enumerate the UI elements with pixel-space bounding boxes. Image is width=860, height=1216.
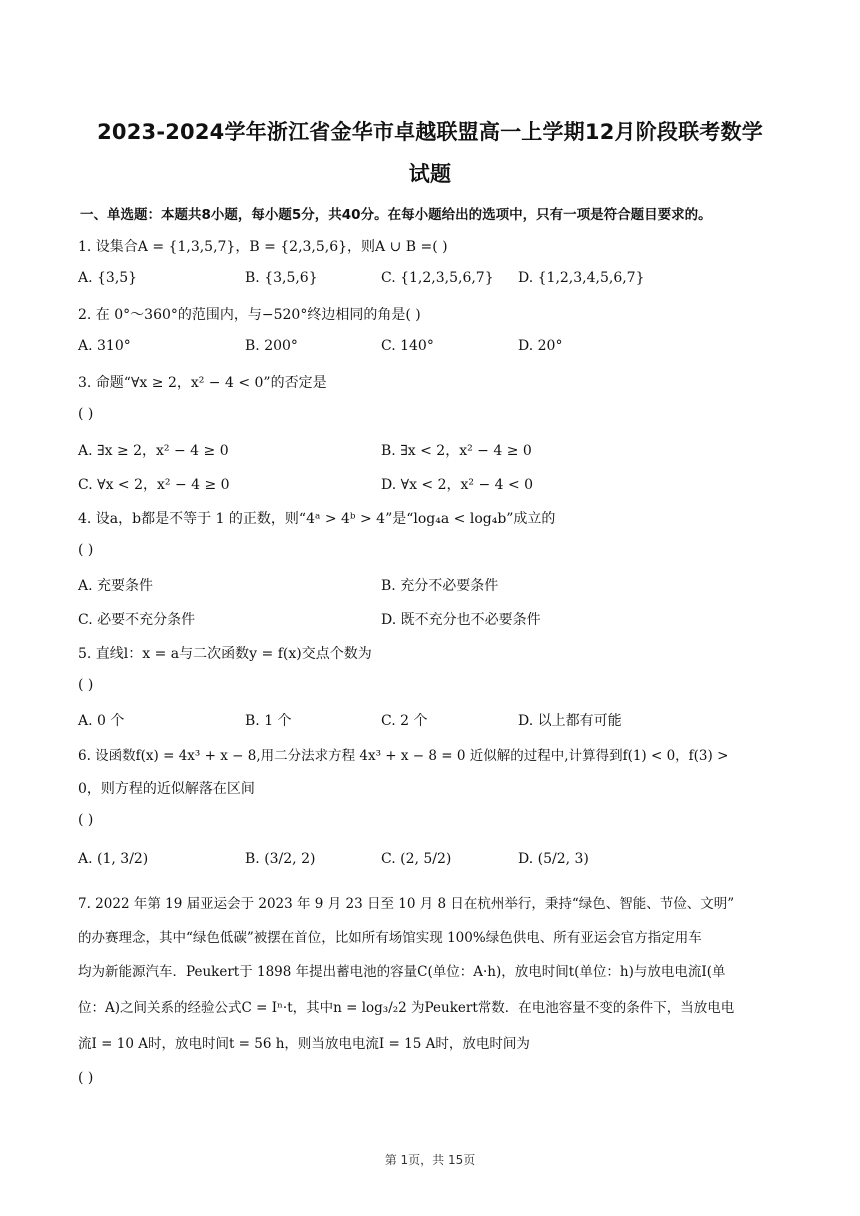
question-1-option-b: B. {3,5,6} <box>245 270 318 286</box>
question-6-stem-line1: 6. 设函数f(x) = 4x³ + x − 8,用二分法求方程 4x³ + x − 8 = 0 近似解的过程中,计算得到f(1) < 0，f(3) > <box>78 748 729 764</box>
question-1-option-d: D. {1,2,3,4,5,6,7} <box>518 270 645 286</box>
question-7-line5: 流I = 10 A时，放电时间t = 56 h，则当放电电流I = 15 A时，放电时间为 <box>78 1036 530 1052</box>
question-4-answer-blank: ( ) <box>78 542 94 558</box>
question-3-stem: 3. 命题“∀x ≥ 2，x² − 4 < 0”的否定是 <box>78 375 327 391</box>
question-5-option-a: A. 0 个 <box>78 713 125 729</box>
question-1-stem: 1. 设集合A = {1,3,5,7}，B = {2,3,5,6}，则A ∪ B =( ) <box>78 239 448 255</box>
question-1-option-a: A. {3,5} <box>78 270 138 286</box>
question-3-option-a: A. ∃x ≥ 2，x² − 4 ≥ 0 <box>78 443 229 459</box>
question-6-option-a: A. (1, 3/2) <box>78 851 149 867</box>
question-3-answer-blank: ( ) <box>78 406 94 422</box>
question-7-line3: 均为新能源汽车．Peukert于 1898 年提出蓄电池的容量C(单位：A·h)，放电时间t(单位：h)与放电电流I(单 <box>78 964 726 980</box>
document-title-line2: 试题 <box>408 162 452 186</box>
document-title-line1: 2023-2024学年浙江省金华市卓越联盟高一上学期12月阶段联考数学 <box>97 120 763 144</box>
question-7-line4: 位：A)之间关系的经验公式C = Iⁿ·t，其中n = log₃/₂2 为Peukert常数．在电池容量不变的条件下，当放电电 <box>78 1000 735 1016</box>
question-4-option-a: A. 充要条件 <box>78 578 154 594</box>
question-7-line2: 的办赛理念，其中“绿色低碳”被摆在首位，比如所有场馆实现 100%绿色供电、所有亚运会官方指定用车 <box>78 930 702 946</box>
question-6-stem-line2: 0，则方程的近似解落在区间 <box>78 781 255 797</box>
question-7-line1: 7. 2022 年第 19 届亚运会于 2023 年 9 月 23 日至 10 月 8 日在杭州举行，秉持“绿色、智能、节俭、文明” <box>78 896 735 912</box>
question-5-option-d: D. 以上都有可能 <box>518 713 622 729</box>
question-3-option-d: D. ∀x < 2，x² − 4 < 0 <box>381 477 534 493</box>
question-5-stem: 5. 直线l：x = a与二次函数y = f(x)交点个数为 <box>78 646 372 662</box>
question-4-stem: 4. 设a，b都是不等于 1 的正数，则“4ᵃ > 4ᵇ > 4”是“log₄a < log₄b”成立的 <box>78 511 556 527</box>
question-5-answer-blank: ( ) <box>78 677 94 693</box>
question-6-answer-blank: ( ) <box>78 812 94 828</box>
question-6-option-d: D. (5/2, 3) <box>518 851 589 867</box>
question-6-option-c: C. (2, 5/2) <box>381 851 452 867</box>
question-6-option-b: B. (3/2, 2) <box>245 851 316 867</box>
question-7-answer-blank: ( ) <box>78 1070 94 1086</box>
question-4-option-c: C. 必要不充分条件 <box>78 612 196 628</box>
question-2-option-a: A. 310° <box>78 338 131 354</box>
question-4-option-b: B. 充分不必要条件 <box>381 578 499 594</box>
question-1-option-c: C. {1,2,3,5,6,7} <box>381 270 494 286</box>
section-heading: 一、单选题：本题共8小题，每小题5分，共40分。在每小题给出的选项中，只有一项是符合题目要求的。 <box>80 207 712 223</box>
question-3-option-c: C. ∀x < 2，x² − 4 ≥ 0 <box>78 477 230 493</box>
question-2-option-b: B. 200° <box>245 338 298 354</box>
question-2-option-d: D. 20° <box>518 338 563 354</box>
question-5-option-b: B. 1 个 <box>245 713 292 729</box>
question-2-option-c: C. 140° <box>381 338 434 354</box>
page-footer: 第 1页，共 15页 <box>384 1153 476 1167</box>
question-2-stem: 2. 在 0°～360°的范围内，与−520°终边相同的角是( ) <box>78 307 421 323</box>
question-5-option-c: C. 2 个 <box>381 713 428 729</box>
question-3-option-b: B. ∃x < 2，x² − 4 ≥ 0 <box>381 443 532 459</box>
question-4-option-d: D. 既不充分也不必要条件 <box>381 612 541 628</box>
